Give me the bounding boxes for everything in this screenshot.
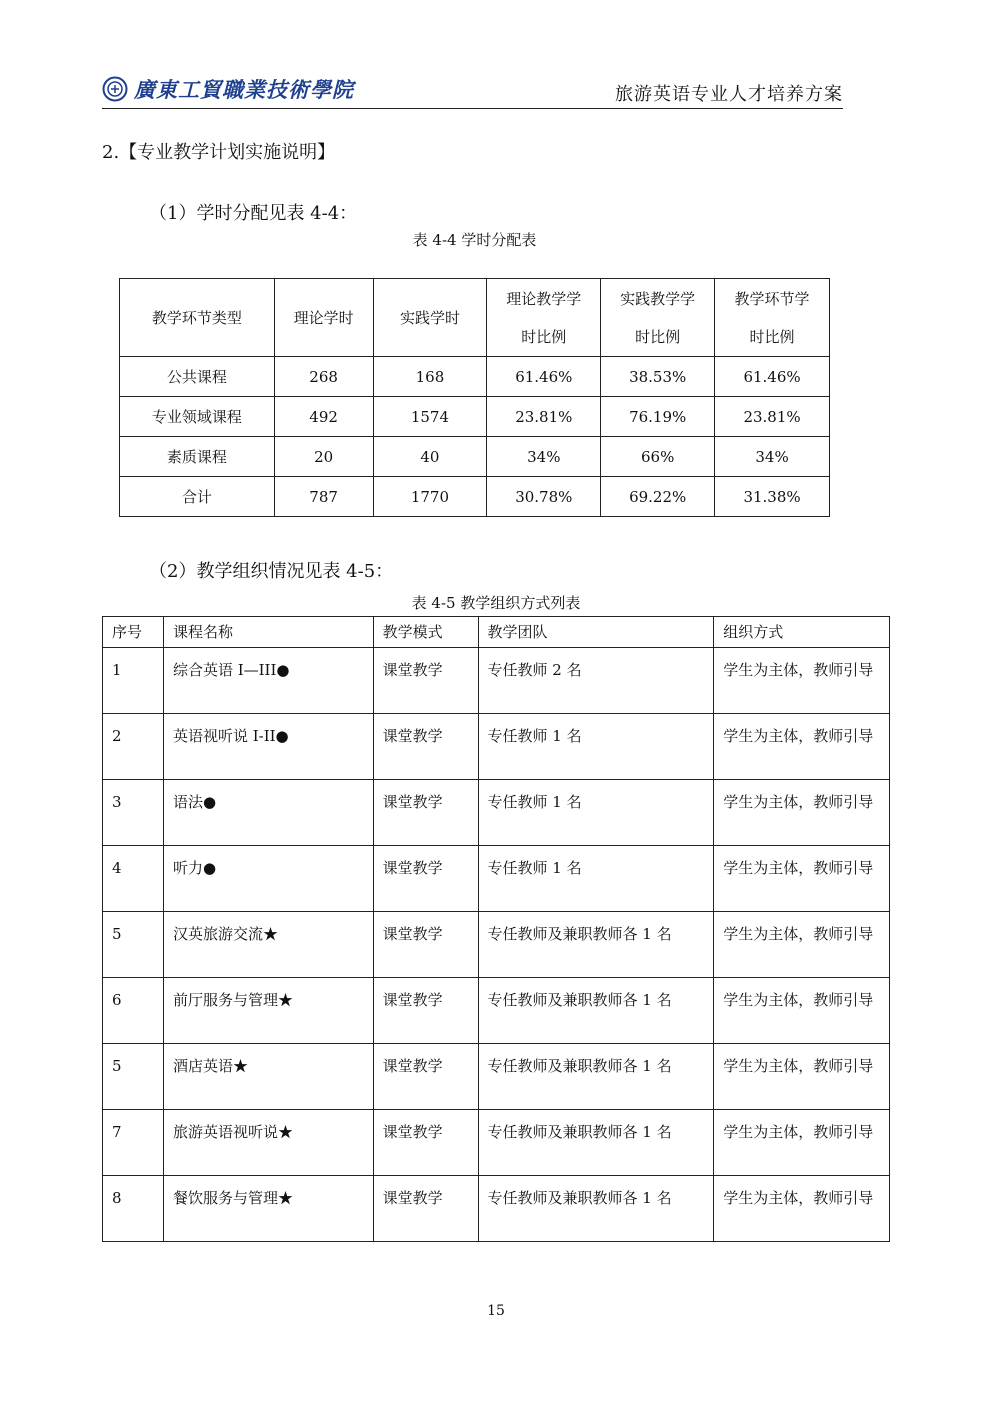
table-cell: 学生为主体，教师引导 [714,978,890,1044]
table-row [103,912,890,978]
table-cell: 66% [601,437,715,477]
table-cell: 教学团队 [478,617,714,648]
table-cell: 综合英语 I—III● [163,648,373,714]
table-cell: 30.78% [487,477,601,517]
table-cell: 前厅服务与管理★ [163,978,373,1044]
table-cell: 20 [274,437,373,477]
table-cell: 40 [373,437,487,477]
table-cell: 268 [274,357,373,397]
table-cell: 组织方式 [714,617,890,648]
table-cell: 语法● [163,780,373,846]
table-cell: 合计 [120,477,275,517]
table-cell: 理论教学学 时比例 [487,279,601,357]
table-cell: 专任教师及兼职教师各 1 名 [478,978,714,1044]
table-cell: 实践教学学 时比例 [601,279,715,357]
table-cell: 31.38% [715,477,830,517]
table-cell: 英语视听说 I-II● [163,714,373,780]
table-cell: 学生为主体，教师引导 [714,912,890,978]
table-4-5-caption: 表 4-5 教学组织方式列表 [411,594,581,612]
table-cell: 学生为主体，教师引导 [714,1044,890,1110]
table-cell: 5 [103,912,164,978]
table-row [103,714,890,780]
table-cell: 8 [103,1176,164,1242]
table-cell: 课堂教学 [373,1176,478,1242]
table-cell: 4 [103,846,164,912]
header-row [120,279,830,357]
table-cell: 专任教师及兼职教师各 1 名 [478,912,714,978]
table-cell: 学生为主体，教师引导 [714,1176,890,1242]
table-cell: 专任教师 1 名 [478,780,714,846]
table-cell: 1 [103,648,164,714]
document-title: 旅游英语专业人才培养方案 [615,84,843,105]
table-cell: 素质课程 [120,437,275,477]
table-row [103,780,890,846]
subheading-2: （2）教学组织情况见表 4-5： [149,561,394,582]
table-cell: 专任教师及兼职教师各 1 名 [478,1044,714,1110]
hours-allocation-table [119,278,830,517]
header-row [103,617,890,648]
table-row [103,978,890,1044]
table-cell: 课堂教学 [373,648,478,714]
table-cell: 课堂教学 [373,978,478,1044]
table-cell: 学生为主体，教师引导 [714,714,890,780]
table-cell: 实践学时 [373,279,487,357]
school-emblem-icon [102,76,128,102]
table-cell: 听力● [163,846,373,912]
table-cell: 2 [103,714,164,780]
table-cell: 酒店英语★ [163,1044,373,1110]
table-cell: 汉英旅游交流★ [163,912,373,978]
table-cell: 课程名称 [163,617,373,648]
table-cell: 学生为主体，教师引导 [714,780,890,846]
table-cell: 787 [274,477,373,517]
table-cell: 34% [715,437,830,477]
table-cell: 76.19% [601,397,715,437]
table-4-4-caption: 表 4-4 学时分配表 [412,231,537,249]
table-cell: 3 [103,780,164,846]
table-cell: 课堂教学 [373,714,478,780]
table-cell: 课堂教学 [373,1044,478,1110]
table-cell: 23.81% [715,397,830,437]
table-row [103,846,890,912]
table-cell: 23.81% [487,397,601,437]
table-cell: 课堂教学 [373,780,478,846]
school-name: 廣東工貿職業技術學院 [134,77,354,102]
table-cell: 序号 [103,617,164,648]
page-number: 15 [487,1303,505,1319]
subheading-1: （1）学时分配见表 4-4： [149,203,358,224]
page-header [102,72,843,109]
table-cell: 教学模式 [373,617,478,648]
table-cell: 69.22% [601,477,715,517]
table-cell: 专任教师 1 名 [478,846,714,912]
table-cell: 34% [487,437,601,477]
table-cell: 理论学时 [274,279,373,357]
table-cell: 教学环节类型 [120,279,275,357]
table-row [103,648,890,714]
table-row [120,397,830,437]
table-cell: 61.46% [715,357,830,397]
table-cell: 38.53% [601,357,715,397]
table-cell: 7 [103,1110,164,1176]
table-row [120,437,830,477]
table-cell: 专任教师及兼职教师各 1 名 [478,1176,714,1242]
table-cell: 专任教师及兼职教师各 1 名 [478,1110,714,1176]
table-cell: 旅游英语视听说★ [163,1110,373,1176]
table-cell: 学生为主体，教师引导 [714,1110,890,1176]
teaching-organization-table [102,616,890,1242]
table-cell: 1574 [373,397,487,437]
table-cell: 专业领域课程 [120,397,275,437]
table-cell: 168 [373,357,487,397]
table-cell: 学生为主体，教师引导 [714,846,890,912]
table-cell: 餐饮服务与管理★ [163,1176,373,1242]
section-heading: 2.【专业教学计划实施说明】 [102,142,336,163]
table-cell: 教学环节学 时比例 [715,279,830,357]
table-row [120,477,830,517]
school-logo [102,74,354,104]
table-cell: 61.46% [487,357,601,397]
table-cell: 课堂教学 [373,912,478,978]
table-cell: 1770 [373,477,487,517]
table-row [120,357,830,397]
table-row [103,1044,890,1110]
table-row [103,1176,890,1242]
table-cell: 6 [103,978,164,1044]
table-cell: 学生为主体，教师引导 [714,648,890,714]
table-cell: 课堂教学 [373,846,478,912]
table-cell: 专任教师 1 名 [478,714,714,780]
table-row [103,1110,890,1176]
table-cell: 公共课程 [120,357,275,397]
table-cell: 492 [274,397,373,437]
table-cell: 5 [103,1044,164,1110]
table-cell: 专任教师 2 名 [478,648,714,714]
table-cell: 课堂教学 [373,1110,478,1176]
